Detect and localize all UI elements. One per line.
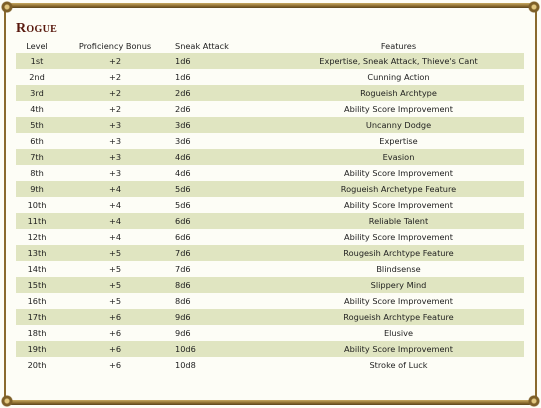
table-row: [16, 213, 524, 229]
header-sneak-attack: Sneak Attack: [175, 40, 229, 51]
frame-top-border: [10, 3, 531, 8]
cell-proficiency-bonus: +5: [58, 245, 172, 261]
cell-sneak-attack: 10d6: [172, 341, 273, 357]
table-header-row: [16, 38, 524, 53]
frame-bottom-border: [10, 400, 531, 405]
cell-sneak-attack: 4d6: [172, 149, 273, 165]
cell-proficiency-bonus: +3: [108, 168, 122, 178]
table-row: [16, 325, 524, 341]
cell-sneak-attack: 7d6: [175, 264, 191, 274]
frame-corner-ornament: [527, 394, 541, 408]
table-row: [16, 341, 524, 357]
frame-left-border: [4, 10, 6, 398]
cell-proficiency-bonus: +6: [108, 328, 122, 338]
cell-sneak-attack: 3d6: [175, 136, 191, 146]
header-features: Features: [380, 40, 417, 51]
cell-level: 16th: [27, 296, 47, 306]
cell-level: 17th: [16, 309, 58, 325]
table-row: [16, 53, 524, 69]
cell-features: Expertise: [379, 136, 418, 146]
cell-features: Blindsense: [376, 264, 421, 274]
cell-level: 18th: [27, 328, 47, 338]
cell-sneak-attack: 6d6: [175, 232, 191, 242]
table-row: [16, 277, 524, 293]
table-row: [16, 229, 524, 245]
cell-sneak-attack: 9d6: [172, 309, 273, 325]
cell-features: Rogueish Archetype Feature: [273, 181, 524, 197]
cell-proficiency-bonus: +2: [58, 85, 172, 101]
cell-level: 7th: [16, 149, 58, 165]
cell-features: Rogueish Archtype: [273, 85, 524, 101]
table-row: [16, 309, 524, 325]
cell-proficiency-bonus: +3: [58, 117, 172, 133]
cell-level: 19th: [16, 341, 58, 357]
cell-features: Ability Score Improvement: [273, 341, 524, 357]
cell-proficiency-bonus: +4: [58, 213, 172, 229]
table-row: [16, 357, 524, 373]
cell-proficiency-bonus: +6: [108, 360, 122, 370]
cell-sneak-attack: 6d6: [172, 213, 273, 229]
cell-proficiency-bonus: +6: [58, 341, 172, 357]
frame-corner-ornament: [527, 0, 541, 14]
frame-corner-ornament: [0, 394, 14, 408]
cell-sneak-attack: 9d6: [175, 328, 191, 338]
cell-proficiency-bonus: +2: [108, 72, 122, 82]
cell-level: 5th: [16, 117, 58, 133]
table-row: [16, 293, 524, 309]
cell-sneak-attack: 8d6: [172, 277, 273, 293]
cell-level: 14th: [27, 264, 47, 274]
cell-level: 13th: [16, 245, 58, 261]
table-row: [16, 165, 524, 181]
cell-sneak-attack: 5d6: [172, 181, 273, 197]
table-row: [16, 133, 524, 149]
cell-features: Ability Score Improvement: [344, 104, 453, 114]
table-row: [16, 149, 524, 165]
rogue-progression-table: [16, 38, 524, 373]
cell-features: Slippery Mind: [273, 277, 524, 293]
cell-level: 6th: [30, 136, 44, 146]
table-row: [16, 245, 524, 261]
table-body: [16, 53, 524, 373]
cell-level: 2nd: [29, 72, 45, 82]
table-row: [16, 117, 524, 133]
frame-right-border: [535, 10, 537, 398]
cell-sneak-attack: 8d6: [175, 296, 191, 306]
cell-features: Reliable Talent: [273, 213, 524, 229]
cell-features: Rogueish Archtype Feature: [273, 309, 524, 325]
cell-proficiency-bonus: +4: [108, 200, 122, 210]
table-row: [16, 69, 524, 85]
cell-features: Ability Score Improvement: [344, 232, 453, 242]
cell-sneak-attack: 3d6: [172, 117, 273, 133]
cell-sneak-attack: 1d6: [175, 72, 191, 82]
cell-proficiency-bonus: +6: [58, 309, 172, 325]
header-proficiency-bonus: Proficiency Bonus: [78, 40, 152, 51]
table-row: [16, 101, 524, 117]
cell-level: 9th: [16, 181, 58, 197]
cell-level: 1st: [16, 53, 58, 69]
cell-proficiency-bonus: +5: [108, 296, 122, 306]
cell-proficiency-bonus: +3: [108, 136, 122, 146]
cell-level: 3rd: [16, 85, 58, 101]
cell-level: 10th: [27, 200, 47, 210]
cell-proficiency-bonus: +2: [58, 53, 172, 69]
cell-sneak-attack: 5d6: [175, 200, 191, 210]
cell-features: Ability Score Improvement: [344, 168, 453, 178]
table-title: Rogue: [16, 21, 58, 36]
cell-features: Rougesih Archtype Feature: [273, 245, 524, 261]
cell-level: 12th: [27, 232, 47, 242]
cell-features: Expertise, Sneak Attack, Thieve's Cant: [273, 53, 524, 69]
frame-corner-ornament: [0, 0, 14, 14]
cell-sneak-attack: 10d8: [175, 360, 196, 370]
table-row: [16, 261, 524, 277]
cell-sneak-attack: 1d6: [172, 53, 273, 69]
cell-features: Elusive: [383, 328, 414, 338]
cell-level: 15th: [16, 277, 58, 293]
cell-proficiency-bonus: +3: [58, 149, 172, 165]
cell-features: Evasion: [273, 149, 524, 165]
cell-sneak-attack: 2d6: [172, 85, 273, 101]
cell-proficiency-bonus: +5: [58, 277, 172, 293]
table-row: [16, 85, 524, 101]
header-level: Level: [26, 40, 48, 51]
cell-features: Stroke of Luck: [369, 360, 428, 370]
cell-proficiency-bonus: +4: [58, 181, 172, 197]
table-row: [16, 197, 524, 213]
cell-proficiency-bonus: +4: [108, 232, 122, 242]
cell-level: 20th: [27, 360, 47, 370]
cell-sneak-attack: 2d6: [175, 104, 191, 114]
cell-level: 4th: [30, 104, 44, 114]
table-row: [16, 181, 524, 197]
cell-level: 11th: [16, 213, 58, 229]
cell-features: Ability Score Improvement: [344, 296, 453, 306]
cell-sneak-attack: 4d6: [175, 168, 191, 178]
cell-sneak-attack: 7d6: [172, 245, 273, 261]
cell-features: Uncanny Dodge: [273, 117, 524, 133]
cell-features: Ability Score Improvement: [344, 200, 453, 210]
cell-features: Cunning Action: [367, 72, 430, 82]
cell-level: 8th: [30, 168, 44, 178]
cell-proficiency-bonus: +5: [108, 264, 122, 274]
cell-proficiency-bonus: +2: [108, 104, 122, 114]
